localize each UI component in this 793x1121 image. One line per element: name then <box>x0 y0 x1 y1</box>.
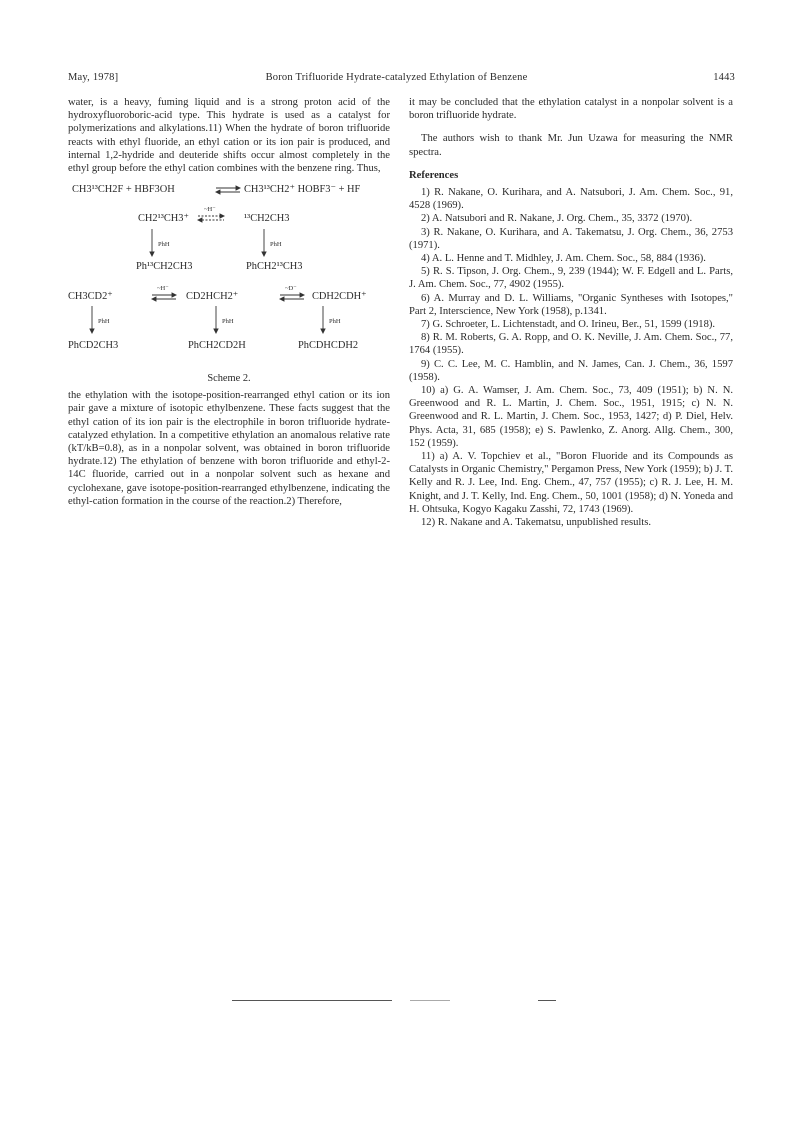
running-header-title: Boron Trifluoride Hydrate-catalyzed Ethylation of Benzene <box>265 72 528 83</box>
end-rule <box>410 1000 450 1001</box>
scheme-phh-label: PhH <box>98 318 110 326</box>
scheme-hydride-shift-label: ~H⁻ <box>157 285 169 293</box>
running-header-date: May, 1978] <box>68 72 119 83</box>
scheme-caption: Scheme 2. <box>207 373 251 385</box>
scheme-eq1-products: CH3¹³CH2⁺ HOBF3⁻ + HF <box>244 184 361 196</box>
end-rule <box>538 1000 556 1001</box>
scheme-product-b: PhCH2¹³CH3 <box>246 261 303 273</box>
reference-item: 10) a) G. A. Wamser, J. Am. Chem. Soc., 73, 409 (1951); b) N. N. Greenwood and R. L. Martin, J. Chem. Soc., 1951, 1915; c) N. N. Greenwood and R. L. Martin, J. Chem. Soc., 1953, 1427; d) P. Diel, Helv. Phys. Acta, 31, 685 (1958); e) S. Pawlenko, Z. Anorg. Allg. Chem., 300, 152 (1959). <box>409 385 733 449</box>
reaction-scheme <box>68 179 390 387</box>
right-column <box>409 96 733 529</box>
reference-item: 12) R. Nakane and A. Takematsu, unpublished results. <box>421 517 652 529</box>
references-heading: References <box>409 169 459 181</box>
scheme-deut-product-a: PhCD2CH3 <box>68 340 119 352</box>
scheme-hydride-shift-label: ~H⁻ <box>204 206 216 214</box>
left-paragraph-2: the ethylation with the isotope-position-rearranged ethyl cation or its ion pair gave a mixture of isotopic ethylbenzene. These facts suggest that the ethyl cation of its ion pair is the electrophile in boron trifluoride hydrate-catalyzed ethylation. In a competitive ethylation an anomalous relative rate (kT/kB=0.8), as in a nonpolar solvent, was obtained in boron trifluoride hydrate.12) The ethylation of benzene with boron trifluoride and ethyl-2-14C fluoride, carried out in a nonpolar solvent such as hexane and cyclohexane, gave isotope-position-rearranged ethylbenzene, indicating the ethyl-cation formation in the course of the reaction.2) Therefore, <box>68 390 390 507</box>
scheme-deut-product-b: PhCH2CD2H <box>188 340 246 352</box>
reference-item: 8) R. M. Roberts, G. A. Ropp, and O. K. Neville, J. Am. Chem. Soc., 77, 1764 (1955). <box>409 332 733 357</box>
scheme-cation-a: CH2¹³CH3⁺ <box>138 213 189 225</box>
scheme-deut-cation-a: CH3CD2⁺ <box>68 291 113 303</box>
reference-item: 3) R. Nakane, O. Kurihara, and A. Takematsu, J. Org. Chem., 36, 2753 (1971). <box>409 226 733 251</box>
references-list <box>409 186 733 529</box>
reference-item: 5) R. S. Tipson, J. Org. Chem., 9, 239 (1944); W. F. Edgell and L. Parts, J. Am. Chem. Soc., 77, 4902 (1955). <box>409 266 733 291</box>
left-paragraph-1: water, is a heavy, fuming liquid and is a strong proton acid of the hydroxyfluoroboric-acid type. This hydrate is used as a catalyst for polymerizations and alkylations.11) When the hydrate of boron trifluoride reacts with ethyl fluoride, an ethyl cation or its ion pair is produced, and internal 1,2-hydride and deuteride shifts occur almost completely in the ethyl group before the ethyl cation combines with the benzene ring. Thus, <box>68 97 390 175</box>
scheme-deut-cation-c: CDH2CDH⁺ <box>312 291 367 303</box>
scheme-deut-product-c: PhCDHCDH2 <box>298 340 359 352</box>
left-column <box>68 96 390 508</box>
reference-item: 7) G. Schroeter, L. Lichtenstadt, and O. Irineu, Ber., 51, 1599 (1918). <box>421 319 716 331</box>
scheme-eq1-reactants: CH3¹³CH2F + HBF3OH <box>72 184 175 196</box>
scheme-phh-label: PhH <box>270 241 282 249</box>
scheme-deut-cation-b: CD2HCH2⁺ <box>186 291 239 303</box>
reference-item: 11) a) A. V. Topchiev et al., "Boron Fluoride and its Compounds as Catalysts in Organic Chemistry," Pergamon Press, New York (1959); b) J. T. Kelly and R. J. Lee, Ind. Eng. Chem., 47, 757 (1955); c) R. J. Lee, H. M. Knight, and J. T. Kelly, Ind. Eng. Chem., 50, 1001 (1958); d) N. Yoneda and H. Ohtsuka, Kogyo Kagaku Zasshi, 72, 1743 (1969). <box>409 451 733 515</box>
reference-item: 2) A. Natsubori and R. Nakane, J. Org. Chem., 35, 3372 (1970). <box>421 213 693 225</box>
reference-item: 6) A. Murray and D. L. Williams, "Organic Syntheses with Isotopes," Part 2, Interscience, New York (1958), p.1341. <box>409 292 733 317</box>
scheme-product-a: Ph¹³CH2CH3 <box>136 261 193 273</box>
scheme-deuteride-shift-label: ~D⁻ <box>285 285 297 293</box>
scheme-phh-label: PhH <box>158 241 170 249</box>
reference-item: 9) C. C. Lee, M. C. Hamblin, and N. James, Can. J. Chem., 36, 1597 (1958). <box>409 358 733 383</box>
scheme-phh-label: PhH <box>222 318 234 326</box>
page-number: 1443 <box>713 72 735 83</box>
scheme-cation-b: ¹³CH2CH3 <box>244 213 290 225</box>
reference-item: 1) R. Nakane, O. Kurihara, and A. Natsubori, J. Am. Chem. Soc., 91, 4528 (1969). <box>409 187 733 212</box>
right-paragraph-1: it may be concluded that the ethylation catalyst in a nonpolar solvent is a boron trifluoride hydrate. <box>409 97 733 122</box>
end-rule <box>232 1000 392 1001</box>
acknowledgment: The authors wish to thank Mr. Jun Uzawa for measuring the NMR spectra. <box>409 133 733 158</box>
reference-item: 4) A. L. Henne and T. Midhley, J. Am. Chem. Soc., 58, 884 (1936). <box>421 253 706 265</box>
scheme-phh-label: PhH <box>329 318 341 326</box>
